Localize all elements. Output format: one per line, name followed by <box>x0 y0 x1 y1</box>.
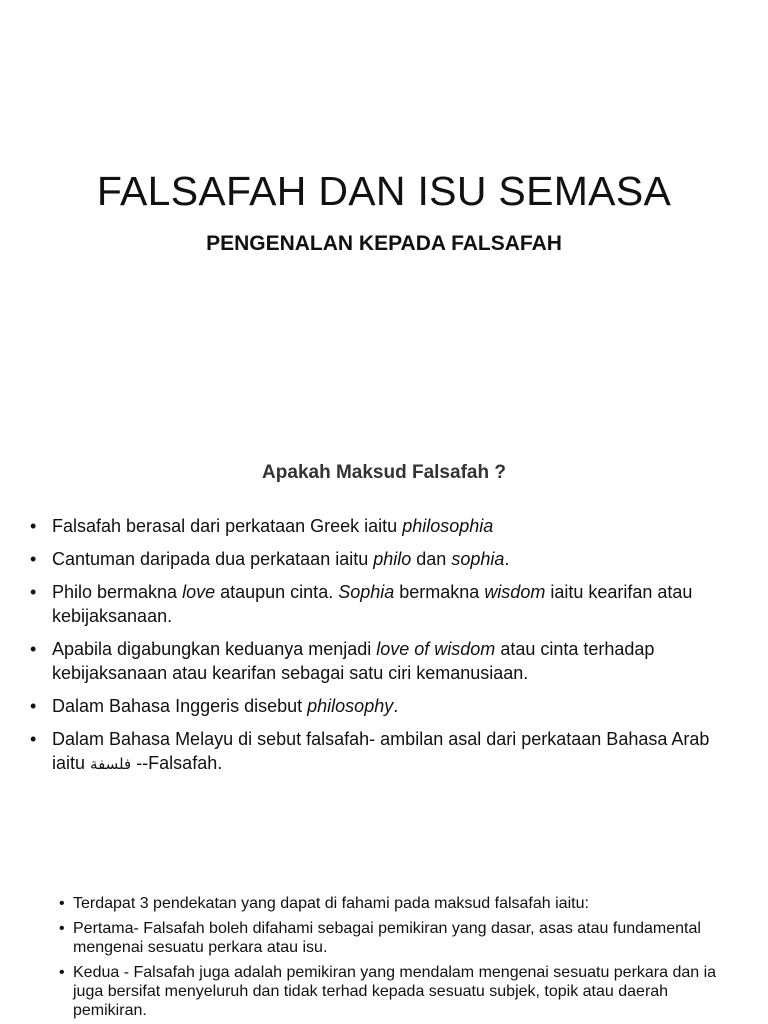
bullet-item: • Apabila digabungkan keduanya menjadi love of wisdom atau cinta terhadap kebijaksanaan atau kearifan sebagai satu ciri kemanusiaan. <box>30 637 730 685</box>
approaches-bullet-list <box>59 894 719 1024</box>
definition-slide <box>0 420 768 850</box>
bullet-item: • Dalam Bahasa Inggeris disebut philosophy. <box>30 694 730 718</box>
title-slide <box>0 0 768 420</box>
definition-heading: Apakah Maksud Falsafah ? <box>262 462 506 483</box>
bullet-item: • Philo bermakna love ataupun cinta. Sophia bermakna wisdom iaitu kearifan atau kebijaksanaan. <box>30 580 730 628</box>
approaches-slide <box>0 850 768 1024</box>
arabic-word: فلسفة <box>90 755 132 773</box>
definition-bullet-list <box>30 514 730 785</box>
slide-subtitle: PENGENALAN KEPADA FALSAFAH <box>206 232 562 255</box>
bullet-item: • Dalam Bahasa Melayu di sebut falsafah- ambilan asal dari perkataan Bahasa Arab iaitu فلسفة --Falsafah. <box>30 727 730 776</box>
bullet-item: • Kedua - Falsafah juga adalah pemikiran yang mendalam mengenai sesuatu perkara dan ia juga bersifat menyeluruh dan tidak terhad kepada sesuatu subjek, topik atau daerah pemikiran. <box>59 963 719 1020</box>
bullet-item: • Terdapat 3 pendekatan yang dapat di fahami pada maksud falsafah iaitu: <box>59 894 719 913</box>
slide-title: FALSAFAH DAN ISU SEMASA <box>96 168 672 214</box>
bullet-item: • Falsafah berasal dari perkataan Greek iaitu philosophia <box>30 514 730 538</box>
bullet-item: • Cantuman daripada dua perkataan iaitu philo dan sophia. <box>30 547 730 571</box>
bullet-item: • Pertama- Falsafah boleh difahami sebagai pemikiran yang dasar, asas atau fundamental mengenai sesuatu perkara atau isu. <box>59 919 719 957</box>
